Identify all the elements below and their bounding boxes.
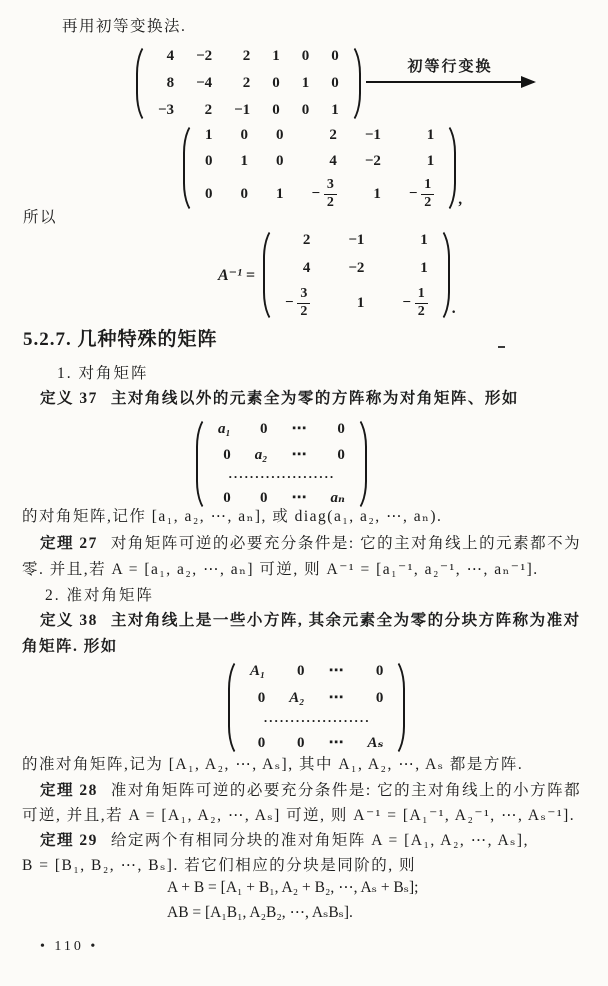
matrix-cell: 1: [373, 185, 381, 202]
matrix-cell: − $\frac{1}{2}$: [402, 287, 427, 319]
arrow-label: 初等行变换: [407, 59, 493, 75]
matrix-cell: 0: [276, 153, 284, 169]
matrix-cell: 0: [257, 735, 266, 751]
therefore-text: 所以: [23, 209, 58, 226]
matrix-cell: 1: [240, 153, 248, 169]
matrix-cell: Aₛ: [367, 735, 384, 751]
matrix-cell: 1: [276, 185, 284, 202]
matrix-cell: 1: [426, 127, 435, 143]
a-inverse-equation: [218, 226, 456, 324]
matrix-cell: 1: [420, 232, 428, 248]
theorem-29-label: 定理 29: [40, 832, 98, 849]
matrix-cell: 0: [240, 127, 248, 143]
matrix-cell: − $\frac{3}{2}$: [285, 287, 310, 319]
matrix-cell: 0: [296, 663, 305, 679]
matrix-paren-right: [347, 42, 361, 125]
matrix-cell: 0: [296, 735, 305, 751]
matrix-cell: 0: [375, 690, 384, 706]
matrix-dots-row: ····················: [263, 716, 371, 726]
matrix-cell: 8: [166, 75, 175, 91]
matrix-suffix: .: [451, 300, 456, 318]
definition-38: [40, 611, 581, 632]
matrix-cell: 0: [223, 490, 231, 506]
matrix-cell: 4: [329, 153, 337, 169]
block-diagonal-caption: 的准对角矩阵,记为 [A₁, A₂, ⋯, Aₛ], 其中 A₁, A₂, ⋯, Aₛ 都是方阵.: [22, 756, 524, 773]
matrix-paren-left: [228, 657, 242, 758]
matrix-cell: 2: [302, 232, 311, 248]
matrix-cell: ⋯: [328, 663, 344, 679]
matrix-cell: 4: [166, 48, 175, 64]
subsection-2-title: 2. 准对角矩阵: [45, 587, 155, 604]
intro-text: 再用初等变换法.: [62, 18, 187, 35]
definition-38-continuation: 角矩阵. 形如: [22, 638, 118, 655]
matrix-cell: −1: [234, 102, 251, 118]
matrix-paren-right: [391, 657, 405, 758]
matrix-cell: 0: [205, 153, 213, 169]
matrix-cell: 1: [356, 294, 365, 311]
matrix-cell: −4: [196, 75, 213, 91]
theorem-27-label: 定理 27: [40, 535, 98, 552]
formula-product: AB = [A₁B₁, A₂B₂, ⋯, AₛBₛ].: [167, 904, 353, 921]
page-number: • 110 •: [40, 939, 99, 954]
matrix-cell: 0: [272, 75, 280, 91]
matrix-block-diagonal: [228, 657, 407, 758]
subsection-1-title: 1. 对角矩阵: [57, 365, 149, 382]
matrix-cell: 0: [375, 663, 384, 679]
matrix-cell: 1: [331, 102, 339, 118]
matrix-augmented-after: [183, 121, 462, 215]
matrix-cell: ⋯: [328, 690, 344, 706]
matrix-cell: a₁: [218, 421, 231, 437]
matrix-cell: 0: [301, 48, 310, 64]
diagonal-caption: 的对角矩阵,记作 [a₁, a₂, ⋯, aₙ], 或 diag(a₁, a₂, ⋯, aₙ).: [22, 508, 443, 525]
matrix-cell: 0: [259, 421, 268, 437]
matrix-cell: ⋯: [291, 447, 307, 463]
matrix-cell: 2: [204, 102, 213, 118]
matrix-cell: 2: [242, 75, 251, 91]
matrix-paren-right: [353, 415, 367, 513]
matrix-cell: 0: [301, 102, 310, 118]
matrix-cell: −3: [158, 102, 175, 118]
matrix-cell: A₂: [289, 690, 305, 706]
matrix-cell: −2: [348, 260, 365, 276]
matrix-cell: ⋯: [291, 490, 307, 506]
matrix-cell: a₂: [254, 447, 268, 463]
matrix-cell: 0: [331, 75, 339, 91]
theorem-29: [40, 831, 529, 852]
matrix-cell: 0: [259, 490, 268, 506]
matrix-cell: aₙ: [330, 490, 345, 506]
matrix-cell: 1: [426, 153, 435, 169]
formula-sum: A + B = [A₁ + B₁, A₂ + B₂, ⋯, Aₛ + Bₛ];: [167, 879, 419, 896]
matrix-suffix: ,: [458, 191, 463, 209]
theorem-29-text: 给定两个有相同分块的准对角矩阵 A = [A₁, A₂, ⋯, Aₛ],: [110, 832, 529, 849]
matrix-cell: − $\frac{3}{2}$: [312, 178, 337, 210]
theorem-28-label: 定理 28: [40, 782, 98, 799]
matrix-cell: 2: [329, 127, 337, 143]
matrix-cell: 1: [272, 48, 280, 64]
definition-38-text: 主对角线上是一些小方阵, 其余元素全为零的分块方阵称为准对: [110, 612, 581, 629]
scan-artifact-mark: [498, 346, 505, 348]
matrix-cell: ⋯: [291, 421, 307, 437]
matrix-cell: − $\frac{1}{2}$: [409, 178, 434, 210]
matrix-paren-left: [183, 121, 197, 215]
section-heading: 5.2.7. 几种特殊的矩阵: [23, 329, 218, 350]
theorem-29-continuation: B = [B₁, B₂, ⋯, Bₛ]. 若它们相应的分块是同阶的, 则: [22, 857, 416, 874]
row-transform-arrow: [366, 55, 534, 83]
matrix-cell: 0: [337, 447, 345, 463]
right-arrow-icon: [366, 81, 534, 83]
matrix-cell: −1: [348, 232, 365, 248]
matrix-cell: 4: [302, 260, 311, 276]
definition-38-label: 定义 38: [40, 612, 98, 629]
matrix-cell: 1: [301, 75, 310, 91]
matrix-dots-row: ····················: [228, 472, 335, 482]
matrix-paren-left: [196, 415, 210, 513]
matrix-cell: −2: [364, 153, 381, 169]
matrix-cell: 2: [242, 48, 251, 64]
matrix-cell: 0: [337, 421, 345, 437]
matrix-cell: 0: [272, 102, 280, 118]
matrix-paren-left: [263, 226, 277, 324]
matrix-paren-right: [436, 226, 450, 324]
theorem-27-continuation: 零. 并且,若 A = [a₁, a₂, ⋯, aₙ] 可逆, 则 A⁻¹ = [a₁⁻¹, a₂⁻¹, ⋯, aₙ⁻¹].: [22, 561, 539, 578]
matrix-a-inverse: [263, 226, 456, 324]
definition-37: [40, 389, 519, 410]
matrix-cell: 0: [276, 127, 284, 143]
matrix-cell: −2: [196, 48, 213, 64]
matrix-cell: 1: [420, 260, 428, 276]
matrix-paren-left: [136, 42, 150, 125]
theorem-27: [40, 534, 581, 555]
matrix-diagonal: [196, 415, 369, 513]
matrix-cell: 0: [257, 690, 266, 706]
a-inverse-lhs: A⁻¹ =: [218, 267, 256, 285]
theorem-28-text: 准对角矩阵可逆的必要充分条件是: 它的主对角线上的小方阵都: [110, 782, 582, 799]
matrix-paren-right: [442, 121, 456, 215]
matrix-augmented-before: [136, 42, 363, 125]
matrix-cell: −1: [364, 127, 381, 143]
matrix-cell: 0: [331, 48, 339, 64]
matrix-cell: 0: [240, 185, 248, 202]
matrix-cell: 0: [205, 185, 213, 202]
matrix-cell: 0: [223, 447, 231, 463]
matrix-cell: 1: [205, 127, 213, 143]
theorem-28-continuation: 可逆, 并且,若 A = [A₁, A₂, ⋯, Aₛ] 可逆, 则 A⁻¹ = [A₁⁻¹, A₂⁻¹, ⋯, Aₛ⁻¹].: [22, 807, 576, 824]
matrix-cell: ⋯: [328, 735, 344, 751]
definition-37-label: 定义 37: [40, 390, 98, 407]
matrix-cell: A₁: [250, 663, 266, 679]
theorem-28: [40, 781, 581, 802]
definition-37-text: 主对角线以外的元素全为零的方阵称为对角矩阵、形如: [110, 390, 519, 407]
theorem-27-text: 对角矩阵可逆的必要充分条件是: 它的主对角线上的元素都不为: [110, 535, 582, 552]
